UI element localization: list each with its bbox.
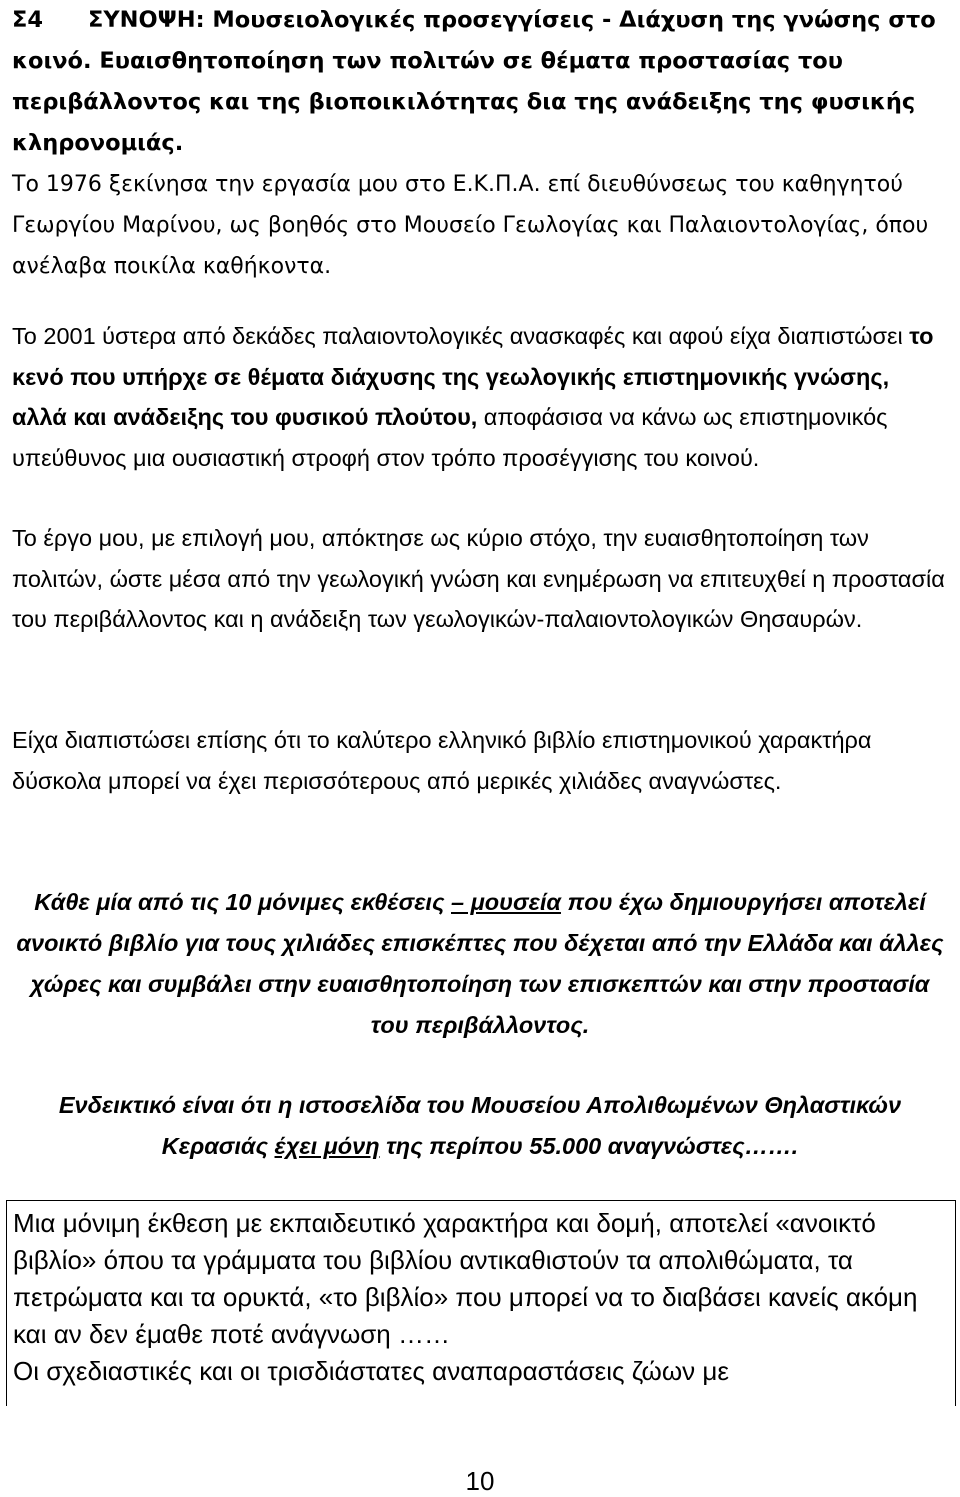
emphasis-exhibitions-underlined: – μουσεία [451, 889, 561, 915]
emphasis-website [12, 1085, 948, 1167]
paragraph-1976: Το 1976 ξεκίνησα την εργασία μου στο Ε.Κ.Π.Α. επί διευθύνσεως του καθηγητού Γεωργίου Μαρίνου, ως βοηθός στο Μουσείο Γεωλογίας και Παλαιοντολογίας, όπου ανέλαβα ποικίλα καθήκοντα. [12, 172, 929, 279]
paragraph-readers: Είχα διαπιστώσει επίσης ότι το καλύτερο ελληνικό βιβλίο επιστημονικού χαρακτήρα δύσκολα μπορεί να έχει περισσότερους από μερικές χιλιάδες αναγνώστες. [12, 727, 872, 794]
paragraph-2001 [12, 316, 948, 478]
section-title: ΣΥΝΟΨΗ: Μουσειολογικές προσεγγίσεις - Διάχυση της γνώσης στο κοινό. Ευαισθητοποίηση των πολιτών σε θέματα προστασίας του περιβάλλοντος και της βιοποικιλότητας δια της ανάδειξης της φυσικής κληρονομιάς. [12, 7, 936, 156]
emphasis-exhibitions [12, 882, 948, 1046]
paragraph-2001-start: Το 2001 ύστερα από δεκάδες παλαιοντολογικές ανασκαφές και αφού είχα διαπιστώσει [12, 323, 910, 349]
emphasis-website-underlined: έχει μόνη [274, 1133, 380, 1159]
emphasis-exhibitions-part1: Κάθε μία από τις 10 μόνιμες εκθέσεις [34, 889, 451, 915]
emphasis-website-part1: Ενδεικτικό είναι ότι η ιστοσελίδα του Μουσείου Απολιθωμένων Θηλαστικών Κερασιάς [58, 1092, 902, 1159]
section-number: Σ4 [12, 7, 44, 33]
section-heading [12, 0, 948, 164]
quote-box-text-1: Μια μόνιμη έκθεση με εκπαιδευτικό χαρακτήρα και δομή, αποτελεί «ανοικτό βιβλίο» όπου τα γράμματα του βιβλίου αντικαθιστούν τα απολιθώματα, τα πετρώματα και τα ορυκτά, «το βιβλίο» που μπορεί να το διαβάσει κανείς ακόμη και αν δεν έμαθε ποτέ ανάγνωση …… [13, 1208, 918, 1349]
emphasis-website-part3: της περίπου 55.000 αναγνώστες……. [379, 1133, 799, 1159]
quote-box [6, 1200, 956, 1406]
paragraph-2001-end: αποφάσισα να κάνω ως επιστημονικός υπεύθυνος μια ουσιαστική στροφή στον τρόπο προσέγγισης του κοινού. [12, 404, 888, 471]
paragraph-2001-bold: το κενό που υπήρχε σε θέματα διάχυσης της γεωλογικής επιστημονικής γνώσης, αλλά και ανάδειξης του φυσικού πλούτου, [12, 323, 934, 430]
emphasis-exhibitions-part3: που έχω δημιουργήσει αποτελεί ανοικτό βιβλίο για τους χιλιάδες επισκέπτες που δέχεται από την Ελλάδα και άλλες χώρες και συμβάλει στην ευαισθητοποίηση των επισκεπτών και στην προστασία του περιβάλλοντος. [16, 889, 944, 1038]
quote-box-text-2: Οι σχεδιαστικές και οι τρισδιάστατες αναπαραστάσεις ζώων με [13, 1356, 729, 1386]
paragraph-goal: Το έργο μου, με επιλογή μου, απόκτησε ως κύριο στόχο, την ευαισθητοποίηση των πολιτών, ώστε μέσα από την γεωλογική γνώση και ενημέρωση να επιτευχθεί η προστασία του περιβάλλοντος και η ανάδειξη των γεωλογικών-παλαιοντολογικών Θησαυρών. [12, 525, 945, 632]
page-number: 10 [465, 1466, 495, 1496]
